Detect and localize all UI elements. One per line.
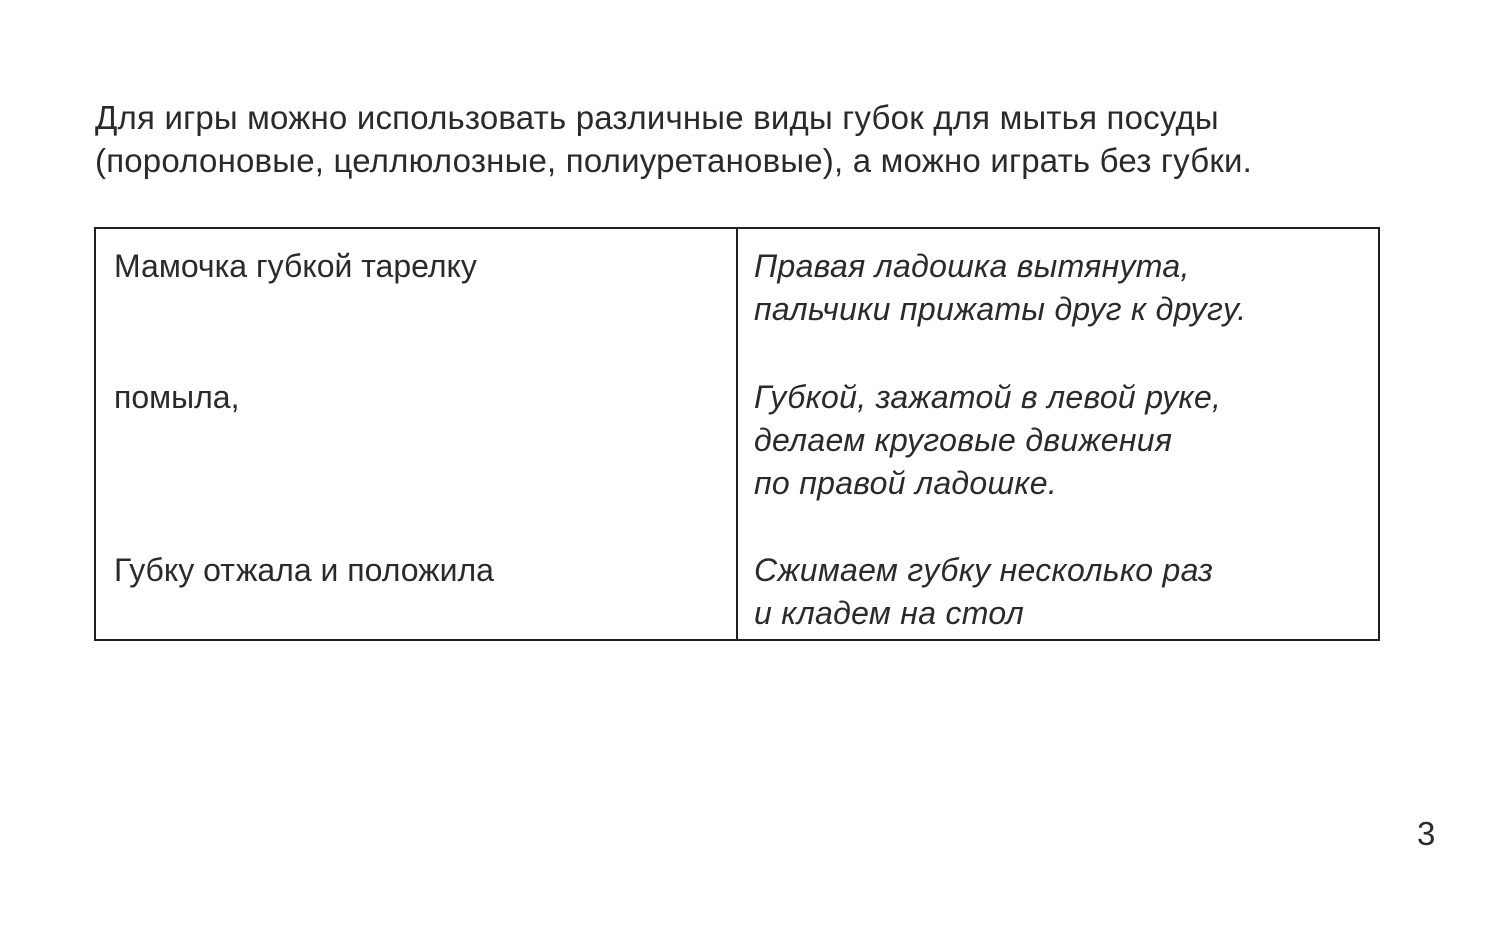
poem-text-cell-1 [114, 245, 477, 288]
intro-paragraph [95, 96, 1415, 182]
action-line: делаем круговые движения [754, 422, 1173, 458]
intro-line-2: (поролоновые, целлюлозные, полиуретановые), а можно играть без губки. [95, 142, 1252, 179]
action-cell-3 [754, 549, 1213, 635]
action-line: и кладем на стол [754, 595, 1025, 631]
action-line: Правая ладошка вытянута, [754, 248, 1190, 284]
action-cell-1 [754, 245, 1246, 331]
poem-text-cell-2 [114, 376, 239, 419]
poem-text-line: Губку отжала и положила [114, 552, 494, 588]
action-line: пальчики прижаты друг к другу. [754, 291, 1247, 327]
page-number: 3 [1417, 815, 1436, 852]
intro-line-1: Для игры можно использовать различные виды губок для мытья посуды [95, 99, 1219, 136]
action-cell-2 [754, 376, 1221, 505]
action-line: Сжимаем губку несколько раз [754, 552, 1214, 588]
column-divider [736, 229, 738, 639]
poem-text-line: помыла, [114, 379, 240, 415]
action-line: Губкой, зажатой в левой руке, [754, 379, 1222, 415]
poem-text-cell-3 [114, 549, 494, 592]
action-line: по правой ладошке. [754, 465, 1058, 501]
poem-text-line: Мамочка губкой тарелку [114, 248, 477, 284]
poem-table [94, 227, 1380, 641]
